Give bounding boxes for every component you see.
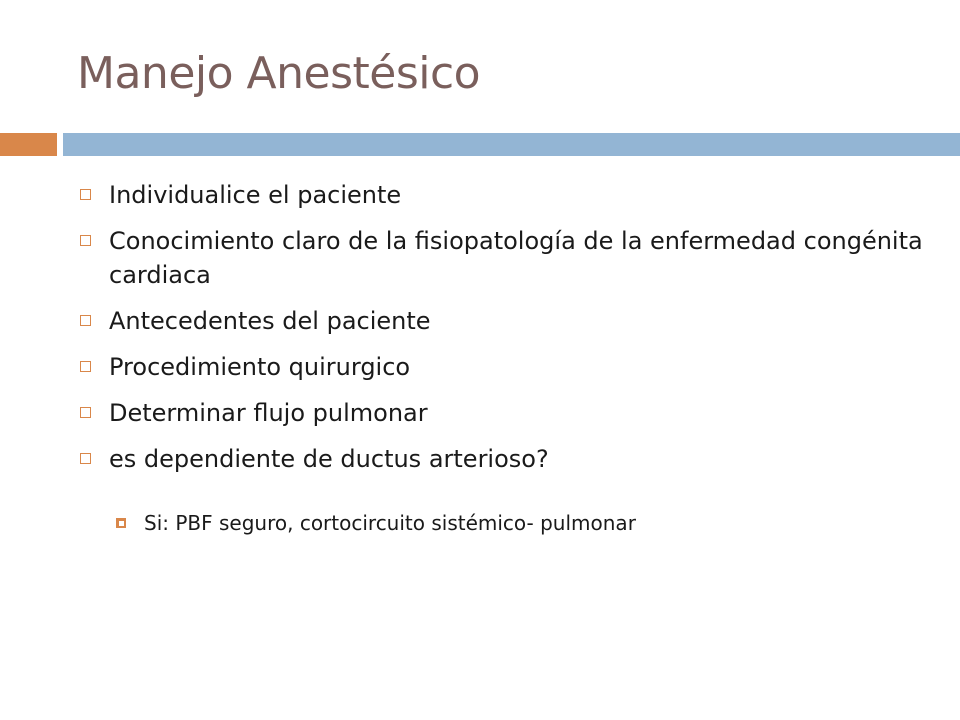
bullet-text: Conocimiento claro de la fisiopatología de la enfermedad congénita cardiaca <box>109 227 923 289</box>
sub-bullet-text: Si: PBF seguro, cortocircuito sistémico- pulmonar <box>144 511 636 535</box>
hollow-square-bullet-icon <box>80 315 91 326</box>
bullet-list <box>80 178 940 538</box>
bullet-item <box>80 396 940 430</box>
sub-bullet-item <box>116 508 940 538</box>
bullet-text: Determinar flujo pulmonar <box>109 399 428 427</box>
hollow-square-bullet-icon <box>80 189 91 200</box>
bullet-item <box>80 178 940 212</box>
bullet-item <box>80 442 940 476</box>
hollow-square-bullet-icon <box>80 361 91 372</box>
title-divider-bar <box>63 133 960 156</box>
slide-title: Manejo Anestésico <box>77 48 481 99</box>
hollow-square-bullet-icon <box>80 453 91 464</box>
bullet-text: Individualice el paciente <box>109 181 402 209</box>
bullet-text: es dependiente de ductus arterioso? <box>109 445 549 473</box>
bullet-spacer <box>80 488 940 508</box>
filled-square-bullet-icon <box>116 518 126 528</box>
bullet-item <box>80 350 940 384</box>
bullet-item <box>80 304 940 338</box>
hollow-square-bullet-icon <box>80 407 91 418</box>
title-accent-bar <box>0 133 57 156</box>
bullet-item <box>80 224 940 292</box>
bullet-text: Procedimiento quirurgico <box>109 353 411 381</box>
bullet-text: Antecedentes del paciente <box>109 307 431 335</box>
hollow-square-bullet-icon <box>80 235 91 246</box>
